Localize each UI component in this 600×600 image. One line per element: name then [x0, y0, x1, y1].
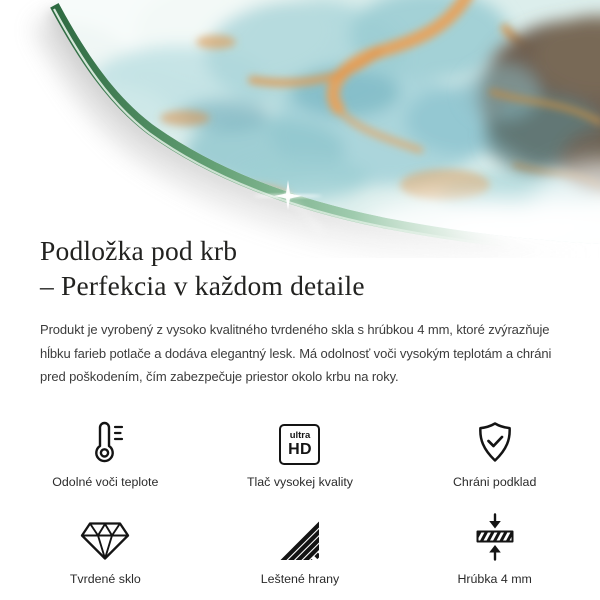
feature-tempered-glass [8, 514, 203, 586]
feature-label: Tvrdené sklo [69, 571, 141, 586]
feature-polished-edges [203, 514, 398, 586]
feature-label: Tlač vysokej kvality [246, 474, 354, 489]
feature-protects-surface [397, 417, 592, 489]
title-line-2: – Perfekcia v každom detaile [40, 270, 365, 302]
title-line-1: Podložka pod krb [40, 235, 238, 266]
feature-label: Leštené hrany [260, 571, 340, 586]
feature-label: Hrúbka 4 mm [457, 571, 532, 586]
marble-glass-pad-image [0, 0, 600, 258]
feature-label: Chráni podklad [452, 474, 537, 489]
thickness-icon [472, 514, 518, 562]
polished-edges-icon [277, 514, 323, 562]
feature-thickness [397, 514, 592, 586]
hero-image [0, 0, 600, 230]
feature-print-quality [203, 417, 398, 489]
feature-label: Odolné voči teplote [52, 474, 159, 489]
thermometer-icon [83, 417, 127, 465]
shield-check-icon [473, 417, 517, 465]
features-grid [0, 417, 600, 586]
ultra-hd-icon: ultra HD [279, 417, 320, 465]
feature-heat-resistant [8, 417, 203, 489]
diamond-icon [79, 514, 131, 562]
intro-paragraph: Produkt je vyrobený z vysoko kvalitného tvrdeného skla s hrúbkou 4 mm, ktoré zvýrazňuje hĺbku farieb potlače a dodáva elegantný lesk. Má odolnosť voči vysokým teplotám a chráni pred poškodením, čím zabezpečuje priestor okolo krbu na roky. [40, 322, 552, 384]
page-title [40, 230, 560, 303]
